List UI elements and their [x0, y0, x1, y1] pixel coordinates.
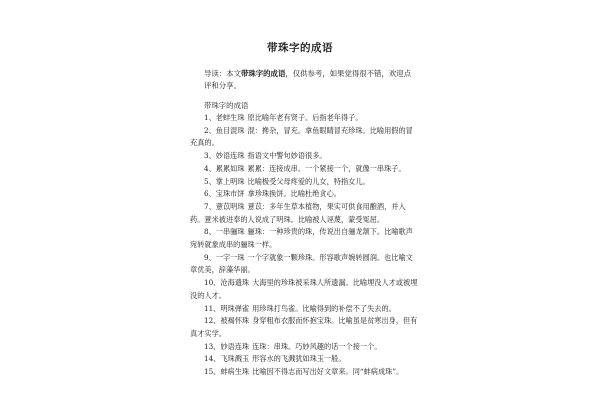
lead-text — [190, 68, 418, 92]
idiom-item — [190, 188, 418, 201]
idiom-item — [190, 201, 418, 226]
idiom-item — [190, 353, 418, 366]
idiom-description: 累累：连接成串。一个紧接一个，就像一串珠子。 — [247, 163, 406, 173]
idiom-number: 3、 — [204, 151, 216, 161]
idiom-description: 混：搀杂，冒充。拿鱼眼睛冒充珍珠。比喻用假的冒充真的。 — [190, 125, 413, 148]
idiom-description: 骊珠：一种珍贵的珠，传说出自骊龙颔下。比喻歌声宛转就象成串的骊珠一样。 — [190, 227, 413, 250]
idiom-name: 被褐怀珠 — [220, 316, 250, 326]
idiom-item — [190, 366, 418, 379]
idiom-number: 2、 — [204, 125, 216, 135]
idiom-name: 一串骊珠 — [215, 227, 245, 237]
idiom-item — [190, 303, 418, 316]
idiom-description: 原比喻年老有贤子。后指老年得子。 — [247, 113, 363, 122]
idiom-number: 11、 — [204, 303, 221, 313]
idiom-description: 指语文中警句妙语很多。 — [247, 151, 327, 161]
idiom-name: 沧海遗珠 — [220, 278, 250, 288]
idiom-name: 掌上明珠 — [215, 176, 245, 186]
idiom-description: 用珍珠打鸟雀。比喻得到的补偿不了失去的。 — [252, 303, 396, 313]
idiom-name: 鱼目混珠 — [215, 125, 245, 135]
lead-text-before: 本文 — [226, 69, 241, 78]
document-title: 带珠字的成语 — [267, 42, 333, 54]
idiom-description: 薏苡：多年生草本植物，果实可供食用酿酒，并入药。薏米被进奉的人说成了明珠。比喻被人诬蔑，蒙受冤屈。 — [190, 201, 406, 224]
idiom-item — [190, 226, 418, 251]
idiom-item — [190, 341, 418, 354]
idiom-name: 妙语连珠 — [215, 151, 245, 161]
idiom-number: 15、 — [204, 367, 221, 377]
idiom-name: 蚌病生珠 — [220, 367, 250, 377]
idiom-number: 4、 — [204, 163, 216, 173]
idiom-number: 8、 — [204, 227, 216, 237]
idiom-number: 12、 — [204, 316, 221, 326]
idiom-list — [190, 112, 418, 379]
idiom-number: 5、 — [204, 176, 216, 186]
idiom-number: 10、 — [204, 278, 221, 288]
idiom-description: 拿珍珠换饼。比喻杜绝贪心。 — [247, 189, 341, 199]
idiom-name: 薏苡明珠 — [215, 201, 245, 211]
idiom-item — [190, 252, 418, 277]
idiom-item — [190, 150, 418, 163]
idiom-name: 妙语连珠 — [220, 341, 250, 351]
idiom-item — [190, 277, 418, 302]
idiom-description: 一个字就象一颗珍珠。形容歌声婉转圆润。也比喻文章优美，辞藻华丽。 — [190, 252, 413, 275]
idiom-number: 14、 — [204, 354, 221, 364]
idiom-name: 宝珠市饼 — [215, 189, 245, 199]
idiom-name: 老蚌生珠 — [215, 113, 245, 122]
idiom-item — [190, 125, 418, 150]
idiom-description: 比喻极受父母疼爱的儿女，特指女儿。 — [247, 176, 370, 186]
idiom-description: 比喻因不得志而写出好文章来。同“蚌病成珠”。 — [252, 367, 404, 377]
lead-paragraph — [190, 68, 418, 92]
lead-text-after: ，仅供参考，如果觉得很不错，欢迎点评和分享。 — [204, 69, 411, 90]
lead-label: 导读： — [204, 69, 227, 78]
idiom-number: 9、 — [204, 252, 216, 262]
idiom-name: 明珠弹雀 — [220, 303, 250, 313]
lead-bold-title: 带珠字的成语 — [240, 69, 286, 78]
idiom-description: 身穿粗布衣服而怀抱宝珠。比喻虽是贫寒出身，但有真才实学。 — [190, 316, 418, 338]
idiom-number: 6、 — [204, 189, 216, 199]
idiom-number: 1、 — [204, 113, 216, 122]
idiom-name: 一字一珠 — [215, 252, 245, 262]
idiom-item — [190, 315, 418, 340]
idiom-name: 飞珠溅玉 — [220, 354, 250, 364]
idiom-name: 累累如珠 — [215, 163, 245, 173]
idiom-description: 连珠：串珠。巧妙风趣的话一个接一个。 — [252, 341, 382, 351]
idiom-item — [190, 176, 418, 189]
section-heading: 带珠字的成语 — [204, 101, 249, 110]
idiom-number: 13、 — [204, 341, 221, 351]
idiom-item — [190, 112, 418, 125]
idiom-description: 形容水的飞溅犹如珠玉一般。 — [252, 354, 346, 364]
idiom-item — [190, 163, 418, 176]
idiom-description: 大海里的珍珠被采珠人所遗漏。比喻埋没人才或被埋没的人才。 — [190, 278, 418, 300]
idiom-number: 7、 — [204, 201, 216, 211]
